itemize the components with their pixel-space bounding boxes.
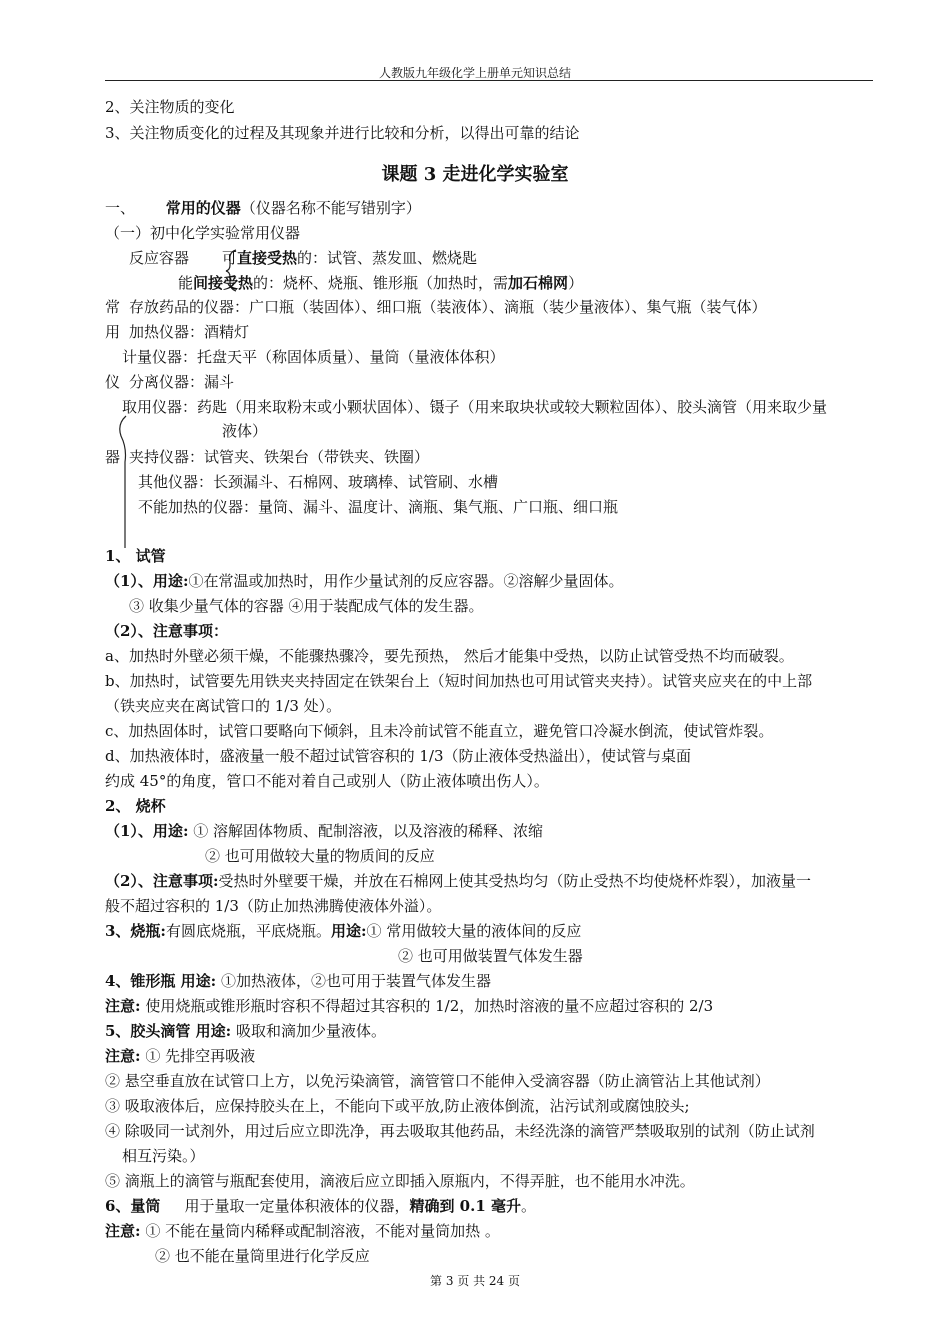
flask-line: 3、烧瓶:有圆底烧瓶，平底烧瓶。用途:① 常用做较大量的液体间的反应 <box>105 922 582 940</box>
side-char-3: 仪 <box>105 373 121 391</box>
separation-instruments: 分离仪器：漏斗 <box>129 373 235 391</box>
beaker-notes-cont: 般不超过容积的 1/3（防止加热沸腾使液体外溢）。 <box>105 897 442 915</box>
dropper-note-2: ② 悬空垂直放在试管口上方，以免污染滴管，滴管管口不能伸入受滴容器（防止滴管沾上其他试剂） <box>105 1072 770 1090</box>
cylinder-line: 6、量筒 用于量取一定量体积液体的仪器，精确到 0.1 毫升。 <box>105 1197 537 1215</box>
test-tube-note-d: d、加热液体时，盛液量一般不超过试管容积的 1/3（防止液体受热溢出），使试管与桌面 <box>105 747 692 765</box>
direct-heat-line: 可直接受热的：试管、蒸发皿、燃烧匙 <box>222 249 478 267</box>
holding-instruments: 夹持仪器：试管夹、铁架台（带铁夹、铁圈） <box>129 448 430 466</box>
conical-note: 注意: 使用烧瓶或锥形瓶时容积不得超过其容积的 1/2，加热时溶液的量不应超过容积的 2/3 <box>105 997 714 1015</box>
beaker-heading: 2、 烧杯 <box>105 797 166 815</box>
part1-num: 一、 <box>105 199 136 217</box>
dropper-note-1: 注意: ① 先排空再吸液 <box>105 1047 256 1065</box>
beaker-notes: （2）、注意事项:受热时外壁要干燥，并放在石棉网上使其受热均匀（防止受热不均使烧杯炸裂），加液量一 <box>105 872 811 890</box>
test-tube-note-b-cont: （铁夹应夹在离试管口的 1/3 处）。 <box>105 697 342 715</box>
part1-title: 常用的仪器 <box>165 199 241 217</box>
test-tube-note-c: c、加热固体时，试管口要略向下倾斜，且未冷前试管不能直立，避免管口冷凝水倒流，使试管炸裂。 <box>105 722 774 740</box>
section-title: 课题 3 走进化学实验室 <box>381 164 569 185</box>
part1-note: （仪器名称不能写错别字） <box>240 199 421 217</box>
other-instruments: 其他仪器：长颈漏斗、石棉网、玻璃棒、试管刷、水槽 <box>138 473 499 491</box>
test-tube-notes-label: （2）、注意事项： <box>105 622 228 640</box>
intro-item-2: 2、关注物质的变化 <box>105 98 235 116</box>
dropper-note-4-cont: 相互污染。） <box>122 1147 205 1165</box>
test-tube-heading: 1、 试管 <box>105 547 166 565</box>
dropper-note-3: ③ 吸取液体后，应保持胶头在上，不能向下或平放,防止液体倒流，沾污试剂或腐蚀胶头; <box>105 1097 690 1115</box>
taking-instruments-cont: 液体） <box>222 422 268 440</box>
side-char-1: 常 <box>105 298 121 316</box>
beaker-use: （1）、用途: ① 溶解固体物质、配制溶液，以及溶液的稀释、浓缩 <box>105 822 544 840</box>
test-tube-use: （1）、用途:①在常温或加热时，用作少量试剂的反应容器。②溶解少量固体。 <box>105 572 624 590</box>
measuring-instruments: 计量仪器：托盘天平（称固体质量）、量筒（量液体体积） <box>122 348 505 366</box>
dropper-note-5: ⑤ 滴瓶上的滴管与瓶配套使用，滴液后应立即插入原瓶内，不得弄脏，也不能用水冲洗。 <box>105 1172 695 1190</box>
beaker-use-2: ② 也可用做较大量的物质间的反应 <box>205 847 435 865</box>
cylinder-note-1: 注意: ① 不能在量筒内稀释或配制溶液，不能对量筒加热 。 <box>105 1222 500 1240</box>
storage-instruments: 存放药品的仪器：广口瓶（装固体）、细口瓶（装液体）、滴瓶（装少量液体）、集气瓶（装气体） <box>129 298 767 316</box>
conical-line: 4、锥形瓶 用途: ①加热液体，②也可用于装置气体发生器 <box>105 972 491 990</box>
side-char-4: 器 <box>105 448 121 466</box>
indirect-heat-line: 能间接受热的：烧杯、烧瓶、锥形瓶（加热时，需加石棉网） <box>178 274 584 292</box>
side-char-2: 用 <box>105 323 121 341</box>
taking-instruments: 取用仪器：药匙（用来取粉末或小颗状固体）、镊子（用来取块状或较大颗粒固体）、胶头滴管（用来取少量 <box>122 398 828 416</box>
cylinder-note-2: ② 也不能在量筒里进行化学反应 <box>155 1247 370 1265</box>
test-tube-note-b: b、加热时，试管要先用铁夹夹持固定在铁架台上（短时间加热也可用试管夹夹持）。试管夹应夹在的中上部 <box>105 672 813 690</box>
test-tube-note-d-cont: 约成 45°的角度，管口不能对着自己或别人（防止液体喷出伤人）。 <box>105 772 549 790</box>
dropper-line: 5、胶头滴管 用途: 吸取和滴加少量液体。 <box>105 1022 386 1040</box>
intro-item-3: 3、关注物质变化的过程及其现象并进行比较和分析，以得出可靠的结论 <box>105 124 580 142</box>
page-header: 人教版九年级化学上册单元知识总结 <box>378 66 571 80</box>
dropper-note-4: ④ 除吸同一试剂外，用过后应立即洗净，再去吸取其他药品，未经洗涤的滴管严禁吸取别的试剂（防止试剂 <box>105 1122 815 1140</box>
page-footer: 第 3 页 共 24 页 <box>430 1274 520 1288</box>
flask-use-2: ② 也可用做装置气体发生器 <box>398 947 583 965</box>
test-tube-use-2: ③ 收集少量气体的容器 ④用于装配成气体的发生器。 <box>129 597 484 615</box>
reaction-container-label: 反应容器 <box>129 249 190 267</box>
part1-sub: （一）初中化学实验常用仪器 <box>105 224 301 242</box>
heating-instruments: 加热仪器：酒精灯 <box>129 323 250 341</box>
non-heating-instruments: 不能加热的仪器：量筒、漏斗、温度计、滴瓶、集气瓶、广口瓶、细口瓶 <box>138 498 619 516</box>
test-tube-note-a: a、加热时外壁必须干燥，不能骤热骤冷，要先预热， 然后才能集中受热，以防止试管受热不均而破裂。 <box>105 647 794 665</box>
